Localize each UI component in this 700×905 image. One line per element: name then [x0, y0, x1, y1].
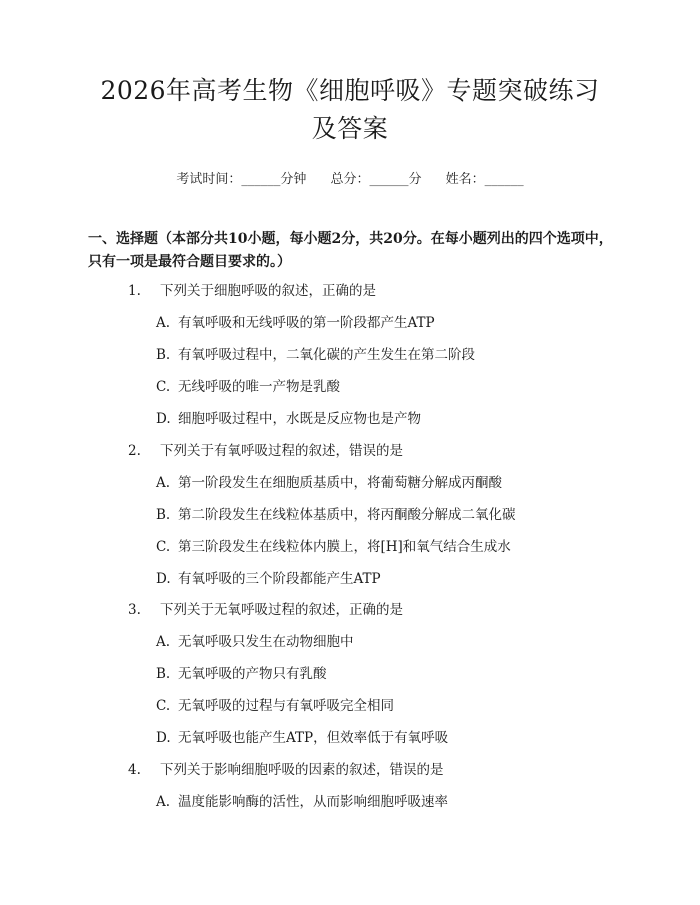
option [156, 505, 516, 525]
question-3 [128, 600, 403, 620]
option-letter: D. [156, 730, 171, 746]
question-number: 4. [128, 762, 141, 778]
option-letter: A. [156, 315, 171, 331]
option-letter: B. [156, 507, 171, 523]
question-number: 2. [128, 443, 141, 459]
option-text: 有氧呼吸过程中，二氧化碳的产生发生在第二阶段 [178, 347, 475, 363]
option-text: 有氧呼吸的三个阶段都能产生ATP [178, 571, 381, 587]
option-text: 无氧呼吸的过程与有氧呼吸完全相同 [178, 698, 394, 714]
option-letter: C. [156, 698, 171, 714]
question-2 [128, 441, 403, 461]
option-text: 第二阶段发生在线粒体基质中，将丙酮酸分解成二氧化碳 [178, 507, 516, 523]
option-letter: A. [156, 475, 171, 491]
option-letter: C. [156, 379, 171, 395]
option [156, 696, 394, 716]
option-letter: B. [156, 666, 171, 682]
option [156, 537, 511, 557]
option [156, 377, 340, 397]
option [156, 409, 421, 429]
option-letter: D. [156, 571, 171, 587]
option [156, 632, 354, 652]
title-line-1: 2026年高考生物《细胞呼吸》专题突破练习 [100, 76, 600, 105]
option [156, 664, 327, 684]
question-4 [128, 760, 444, 780]
option [156, 569, 381, 589]
exam-time: 考试时间：______分钟 [176, 172, 307, 187]
option-letter: A. [156, 794, 171, 810]
exam-meta [0, 168, 700, 187]
question-number: 3. [128, 602, 141, 618]
option-text: 无氧呼吸的产物只有乳酸 [178, 666, 327, 682]
option-text: 无氧呼吸只发生在动物细胞中 [178, 634, 354, 650]
total-score: 总分：______分 [330, 172, 422, 187]
option-text: 温度能影响酶的活性，从而影响细胞呼吸速率 [178, 794, 448, 810]
option-text: 有氧呼吸和无线呼吸的第一阶段都产生ATP [178, 315, 435, 331]
question-1 [128, 281, 376, 301]
option-letter: D. [156, 411, 171, 427]
section-heading: 一、选择题（本部分共10小题，每小题2分，共20分。在每小题列出的四个选项中，只有一项是最符合题目要求的。） [88, 231, 613, 270]
question-stem: 下列关于影响细胞呼吸的因素的叙述，错误的是 [160, 762, 444, 778]
option-text: 无线呼吸的唯一产物是乳酸 [178, 379, 340, 395]
option [156, 792, 448, 812]
option-text: 第三阶段发生在线粒体内膜上，将[H]和氧气结合生成水 [178, 539, 511, 555]
student-name: 姓名：______ [445, 172, 524, 187]
option-text: 无氧呼吸也能产生ATP，但效率低于有氧呼吸 [178, 730, 449, 746]
option-letter: C. [156, 539, 171, 555]
document-title [0, 72, 700, 148]
option [156, 473, 502, 493]
option-text: 第一阶段发生在细胞质基质中，将葡萄糖分解成丙酮酸 [178, 475, 502, 491]
option [156, 345, 475, 365]
question-stem: 下列关于有氧呼吸过程的叙述，错误的是 [160, 443, 403, 459]
question-stem: 下列关于细胞呼吸的叙述，正确的是 [160, 283, 376, 299]
option [156, 313, 435, 333]
option-letter: B. [156, 347, 171, 363]
option-letter: A. [156, 634, 171, 650]
title-line-2: 及答案 [311, 114, 389, 143]
question-number: 1. [128, 283, 141, 299]
option-text: 细胞呼吸过程中，水既是反应物也是产物 [178, 411, 421, 427]
option [156, 728, 448, 748]
question-stem: 下列关于无氧呼吸过程的叙述，正确的是 [160, 602, 403, 618]
